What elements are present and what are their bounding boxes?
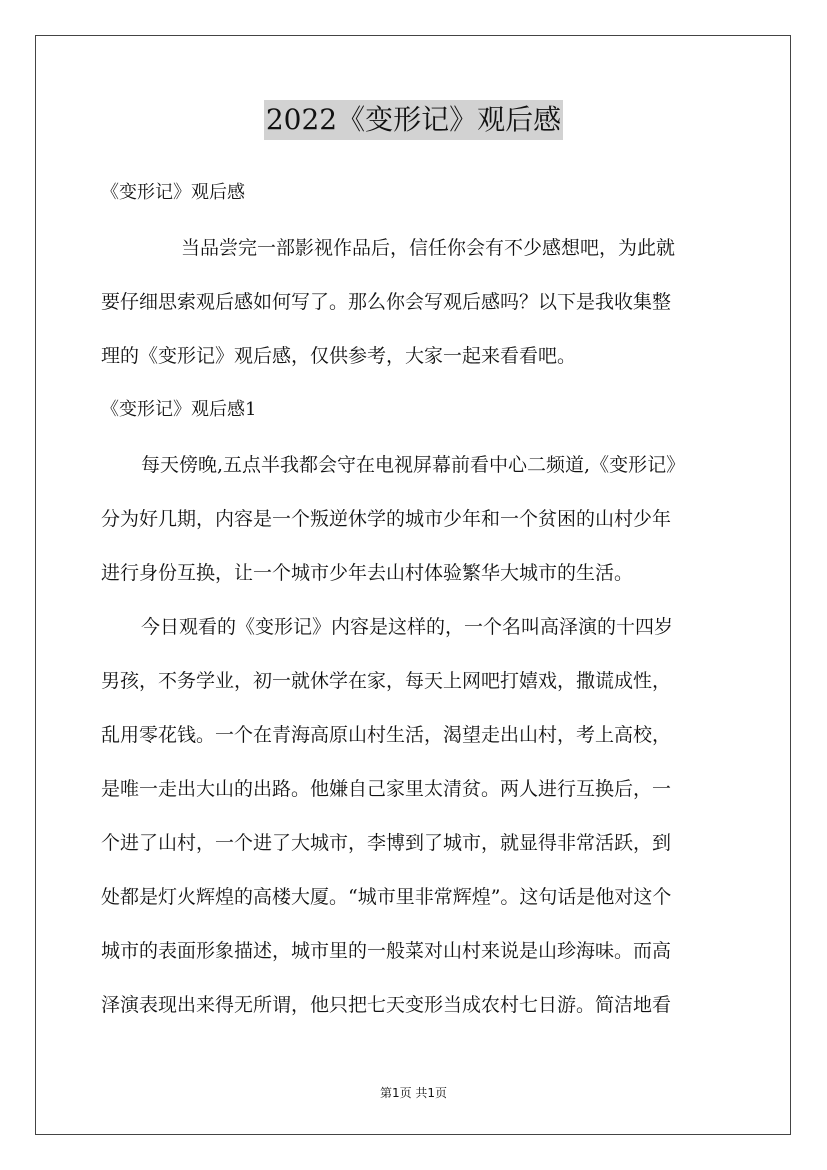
para2-line-3: 乱用零花钱。一个在青海高原山村生活，渴望走出山村，考上高校，: [101, 724, 672, 746]
title-container: [0, 100, 827, 140]
para2-line-5: 个进了山村，一个进了大城市，李博到了城市，就显得非常活跃，到: [101, 832, 672, 854]
intro-line-2: 要仔细思索观后感如何写了。那么你会写观后感吗？以下是我收集整: [101, 291, 672, 313]
para2-line-1: 今日观看的《变形记》内容是这样的，一个名叫高泽演的十四岁: [141, 616, 674, 638]
para2-line-7: 城市的表面形象描述，城市里的一般菜对山村来说是山珍海味。而高: [101, 940, 672, 962]
page-footer: 第1页 共1页: [379, 1086, 448, 1100]
intro-line-1: 当品尝完一部影视作品后，信任你会有不少感想吧，为此就: [181, 237, 676, 259]
document-title: 2022《变形记》观后感: [264, 100, 563, 140]
para2-line-6: 处都是灯火辉煌的高楼大厦。“城市里非常辉煌”。这句话是他对这个: [101, 886, 672, 908]
para1-line-1: 每天傍晚,五点半我都会守在电视屏幕前看中心二频道,《变形记》: [141, 454, 686, 476]
section-heading: 《变形记》观后感1: [101, 399, 257, 420]
intro-line-3: 理的《变形记》观后感，仅供参考，大家一起来看看吧。: [101, 345, 577, 367]
para2-line-2: 男孩，不务学业，初一就休学在家，每天上网吧打嬉戏，撒谎成性，: [101, 670, 672, 692]
para2-line-4: 是唯一走出大山的出路。他嫌自己家里太清贫。两人进行互换后，一: [101, 778, 672, 800]
para1-line-3: 进行身份互换，让一个城市少年去山村体验繁华大城市的生活。: [101, 562, 634, 584]
para2-line-8: 泽演表现出来得无所谓，他只把七天变形当成农村七日游。简洁地看: [101, 994, 672, 1016]
subtitle: 《变形记》观后感: [101, 182, 245, 203]
para1-line-2: 分为好几期，内容是一个叛逆休学的城市少年和一个贫困的山村少年: [101, 508, 672, 530]
